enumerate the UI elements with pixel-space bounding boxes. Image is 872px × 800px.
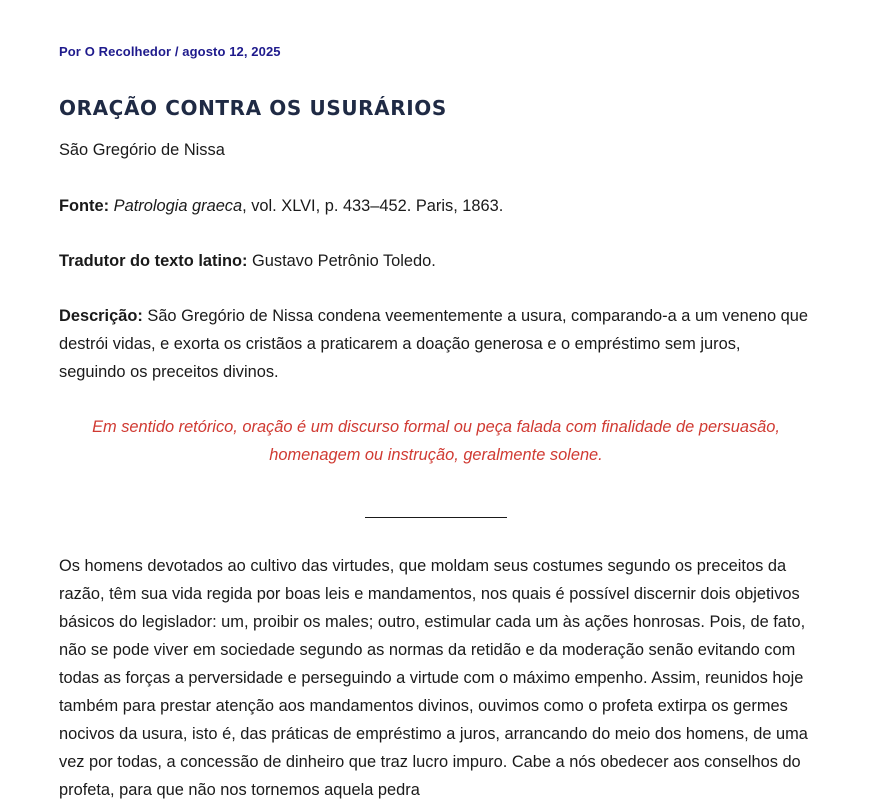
post-byline xyxy=(59,44,281,59)
post-date: agosto 12, 2025 xyxy=(182,44,281,59)
byline-prefix: Por xyxy=(59,44,81,59)
source-details: , vol. XLVI, p. 433–452. Paris, 1863. xyxy=(242,197,504,215)
description-label: Descrição: xyxy=(59,307,143,325)
source-label: Fonte: xyxy=(59,197,110,215)
body-paragraph: Os homens devotados ao cultivo das virtudes, que moldam seus costumes segundo os preceitos da razão, têm sua vida regida por boas leis e mandamentos, nos quais é possível discernir dois objetivos básicos do legislador: um, proibir os males; outro, estimular cada um às ações honrosas. Pois, de fato, não se pode viver em sociedade segundo as normas da retidão e da moderação senão evitando com todas as forças a perversidade e perseguindo a virtude com o máximo empenho. Assim, reunidos hoje também para prestar atenção aos mandamentos divinos, ouvimos como o profeta extirpa os germes nocivos da usura, isto é, das práticas de empréstimo a juros, arrancando do meio dos homens, de uma vez por todas, a concessão de dinheiro que traz lucro impuro. Cabe a nós obedecer aos conselhos do profeta, para que não nos tornemos aquela pedra xyxy=(59,557,808,799)
byline-separator: / xyxy=(174,44,179,59)
description-paragraph xyxy=(59,302,811,386)
definition-quote: Em sentido retórico, oração é um discurso formal ou peça falada com finalidade de persuasão, homenagem ou instrução, geralmente solene. xyxy=(92,418,780,464)
source-paragraph xyxy=(59,192,819,220)
translator-paragraph xyxy=(59,247,819,275)
section-divider xyxy=(365,517,507,518)
source-work: Patrologia graeca xyxy=(113,197,243,215)
description-text: São Gregório de Nissa condena veementemente a usura, comparando-a a um veneno que destrói vidas, e exorta os cristãos a praticarem a doação generosa e o empréstimo sem juros, seguindo os preceitos divinos. xyxy=(59,307,808,381)
author-line: São Gregório de Nissa xyxy=(59,141,225,159)
translator-label: Tradutor do texto latino: xyxy=(59,252,248,270)
translator-name: Gustavo Petrônio Toledo. xyxy=(247,252,436,270)
page-title: ORAÇÃO CONTRA OS USURÁRIOS xyxy=(59,96,447,120)
author-link[interactable]: O Recolhedor xyxy=(84,44,172,59)
